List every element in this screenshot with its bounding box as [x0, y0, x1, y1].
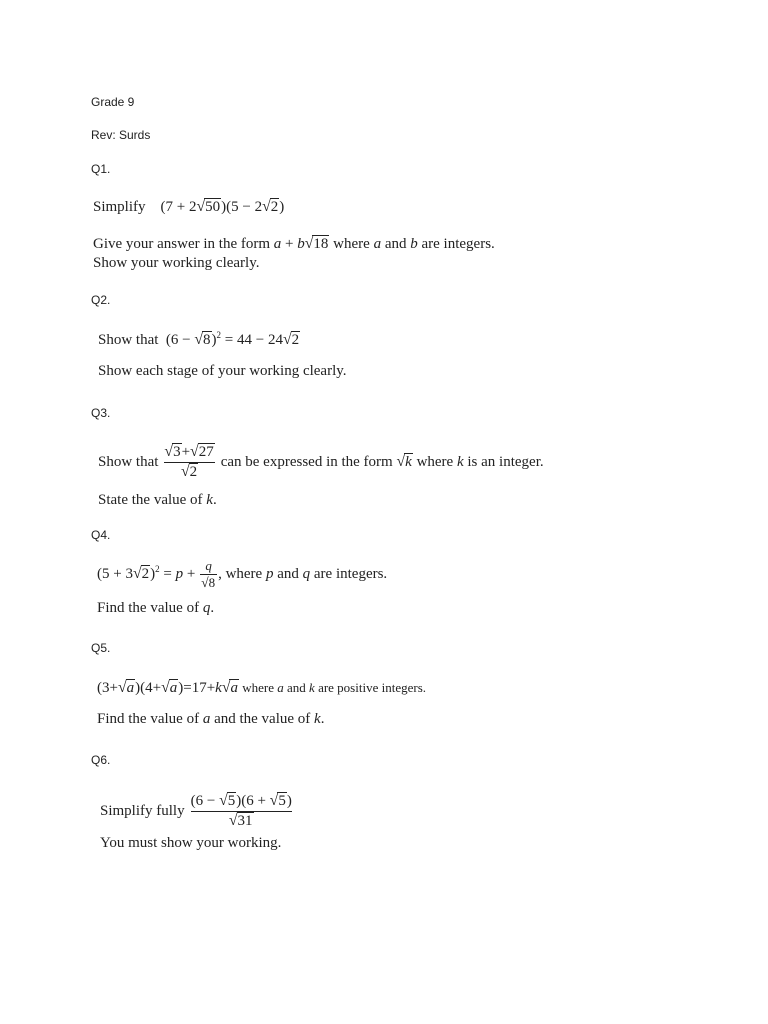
sqrt-icon: √8 — [201, 575, 216, 590]
q6-num-part: (6 − — [190, 793, 220, 809]
q6-label: Q6. — [91, 753, 111, 767]
text: , where — [218, 566, 266, 583]
q3-fraction — [164, 443, 214, 482]
q2-power: 2 — [216, 330, 222, 340]
q2-label: Q2. — [91, 293, 111, 307]
q4-expression — [97, 558, 387, 591]
q4-power: 2 — [155, 564, 160, 575]
q6-num-radicand-a: 5 — [227, 793, 236, 809]
sqrt-icon: √27 — [190, 443, 214, 460]
sqrt-icon: √a — [221, 679, 238, 696]
q6-numerator — [191, 792, 292, 811]
q3-prompt: Show that — [98, 453, 159, 470]
q2-radicand-a: 8 — [203, 332, 211, 348]
q4-numerator: q — [205, 558, 212, 573]
q5-expression — [97, 679, 426, 697]
q2-expr-part: = 44 − 24 — [221, 332, 283, 348]
q1-radicand-a: 50 — [205, 199, 221, 215]
q1-expr-part: ) — [279, 199, 285, 215]
q6-denominator — [191, 811, 292, 831]
text: are integers. — [417, 236, 495, 252]
q3-expression — [98, 443, 544, 482]
q2-radicand-b: 2 — [291, 332, 300, 348]
topic-label: Rev: Surds — [91, 128, 151, 142]
q5-instruction — [97, 711, 324, 728]
sqrt-icon: √a — [117, 679, 135, 696]
q1-radicand-b: 2 — [270, 199, 279, 215]
var: q — [202, 600, 211, 616]
q3-numerator — [164, 443, 214, 462]
var: a — [277, 680, 284, 695]
q6-den-radicand: 31 — [237, 812, 253, 829]
var: p — [265, 566, 274, 583]
q5-label: Q5. — [91, 641, 111, 655]
var: q — [302, 566, 311, 583]
sqrt-icon: √8 — [194, 331, 211, 348]
q1-working-note: Show your working clearly. — [93, 255, 260, 271]
q3-instruction — [98, 492, 217, 509]
text: Find the value of — [97, 711, 203, 727]
var: k — [314, 711, 321, 727]
sqrt-icon: √5 — [269, 792, 286, 809]
text: Find the value of — [97, 600, 203, 616]
q5-expr-part: (3+ — [97, 680, 118, 696]
text: + — [183, 566, 200, 583]
text: are positive integers. — [314, 680, 426, 695]
q5-radicand-c: a — [230, 680, 238, 696]
text: State the value of — [98, 492, 207, 508]
q6-num-part: ) — [286, 793, 292, 809]
q6-fraction — [191, 792, 292, 831]
q6-expression — [100, 792, 298, 831]
text: where — [238, 680, 278, 695]
sqrt-icon: √50 — [196, 198, 221, 215]
text: + — [281, 236, 298, 252]
q1-expr-part: )(5 − 2 — [221, 199, 263, 215]
sqrt-icon: √2 — [262, 198, 279, 215]
var: k — [309, 680, 315, 695]
sqrt-icon: √18 — [304, 235, 329, 252]
q2-expr-part: (6 − — [165, 332, 195, 348]
text: where — [329, 236, 374, 252]
q4-instruction — [97, 600, 214, 617]
q5-expr-part: )=17+ — [178, 680, 216, 696]
q3-denominator — [164, 462, 214, 482]
var: b — [410, 236, 418, 252]
q3-plus: + — [181, 444, 191, 460]
q4-den-radicand: 8 — [208, 575, 216, 590]
q5-radicand-a: a — [126, 680, 135, 696]
q2-expression — [98, 330, 300, 349]
q6-num-part: )(6 + — [236, 793, 270, 809]
var: b — [297, 236, 305, 252]
var: a — [373, 236, 382, 252]
text: are integers. — [310, 566, 388, 583]
q4-expr-part: ) — [150, 566, 156, 583]
q1-expression — [93, 198, 284, 216]
q4-expr-part: = — [159, 566, 176, 583]
q6-num-radicand-b: 5 — [278, 793, 286, 809]
q1-label: Q1. — [91, 162, 111, 176]
text: and — [273, 566, 303, 583]
q4-radicand: 2 — [141, 566, 150, 583]
text: . — [210, 600, 215, 616]
var: a — [202, 711, 211, 727]
q6-prompt: Simplify fully — [100, 802, 185, 819]
q5-radicand-b: a — [169, 680, 178, 696]
text: and — [283, 680, 310, 695]
var: k — [215, 680, 222, 696]
sqrt-icon: √2 — [132, 565, 150, 583]
q3-num-radicand-a: 3 — [173, 444, 181, 460]
q2-prompt: Show that — [98, 332, 159, 348]
text: Give your answer in the form — [93, 236, 274, 252]
text: where — [412, 453, 457, 470]
q1-form-radicand: 18 — [313, 236, 329, 252]
text: can be expressed in the form — [220, 453, 397, 470]
q1-prompt: Simplify — [93, 199, 146, 215]
q4-fraction — [200, 558, 217, 591]
sqrt-icon: √31 — [228, 811, 253, 829]
q6-working-note: You must show your working. — [100, 835, 282, 851]
q3-num-radicand-b: 27 — [198, 444, 214, 460]
text: and — [381, 236, 411, 252]
q2-working-note: Show each stage of your working clearly. — [98, 363, 347, 379]
var: k — [206, 492, 213, 508]
sqrt-icon: √2 — [180, 462, 198, 480]
text: is an integer. — [463, 453, 544, 470]
text: and the value of — [210, 711, 315, 727]
q3-den-radicand: 2 — [189, 463, 198, 480]
text: . — [320, 711, 325, 727]
q3-label: Q3. — [91, 406, 111, 420]
q5-expr-part: )(4+ — [135, 680, 162, 696]
var: a — [273, 236, 282, 252]
sqrt-icon: √a — [161, 679, 178, 696]
q4-label: Q4. — [91, 528, 111, 542]
sqrt-icon: √5 — [219, 792, 236, 809]
q5-conditions — [239, 680, 426, 695]
var: k — [456, 453, 464, 470]
text: . — [212, 492, 217, 508]
q1-expr-part: (7 + 2 — [160, 199, 197, 215]
q4-expr-part: (5 + 3 — [97, 566, 133, 583]
q1-instruction — [93, 235, 495, 253]
var: p — [175, 566, 184, 583]
q2-expr-part: ) — [211, 332, 217, 348]
sqrt-icon: √3 — [164, 443, 181, 460]
q4-denominator — [200, 574, 217, 591]
sqrt-icon: √2 — [282, 331, 300, 348]
q3-form-radicand: k — [405, 453, 412, 470]
grade-label: Grade 9 — [91, 95, 135, 109]
sqrt-icon: √k — [396, 452, 412, 470]
